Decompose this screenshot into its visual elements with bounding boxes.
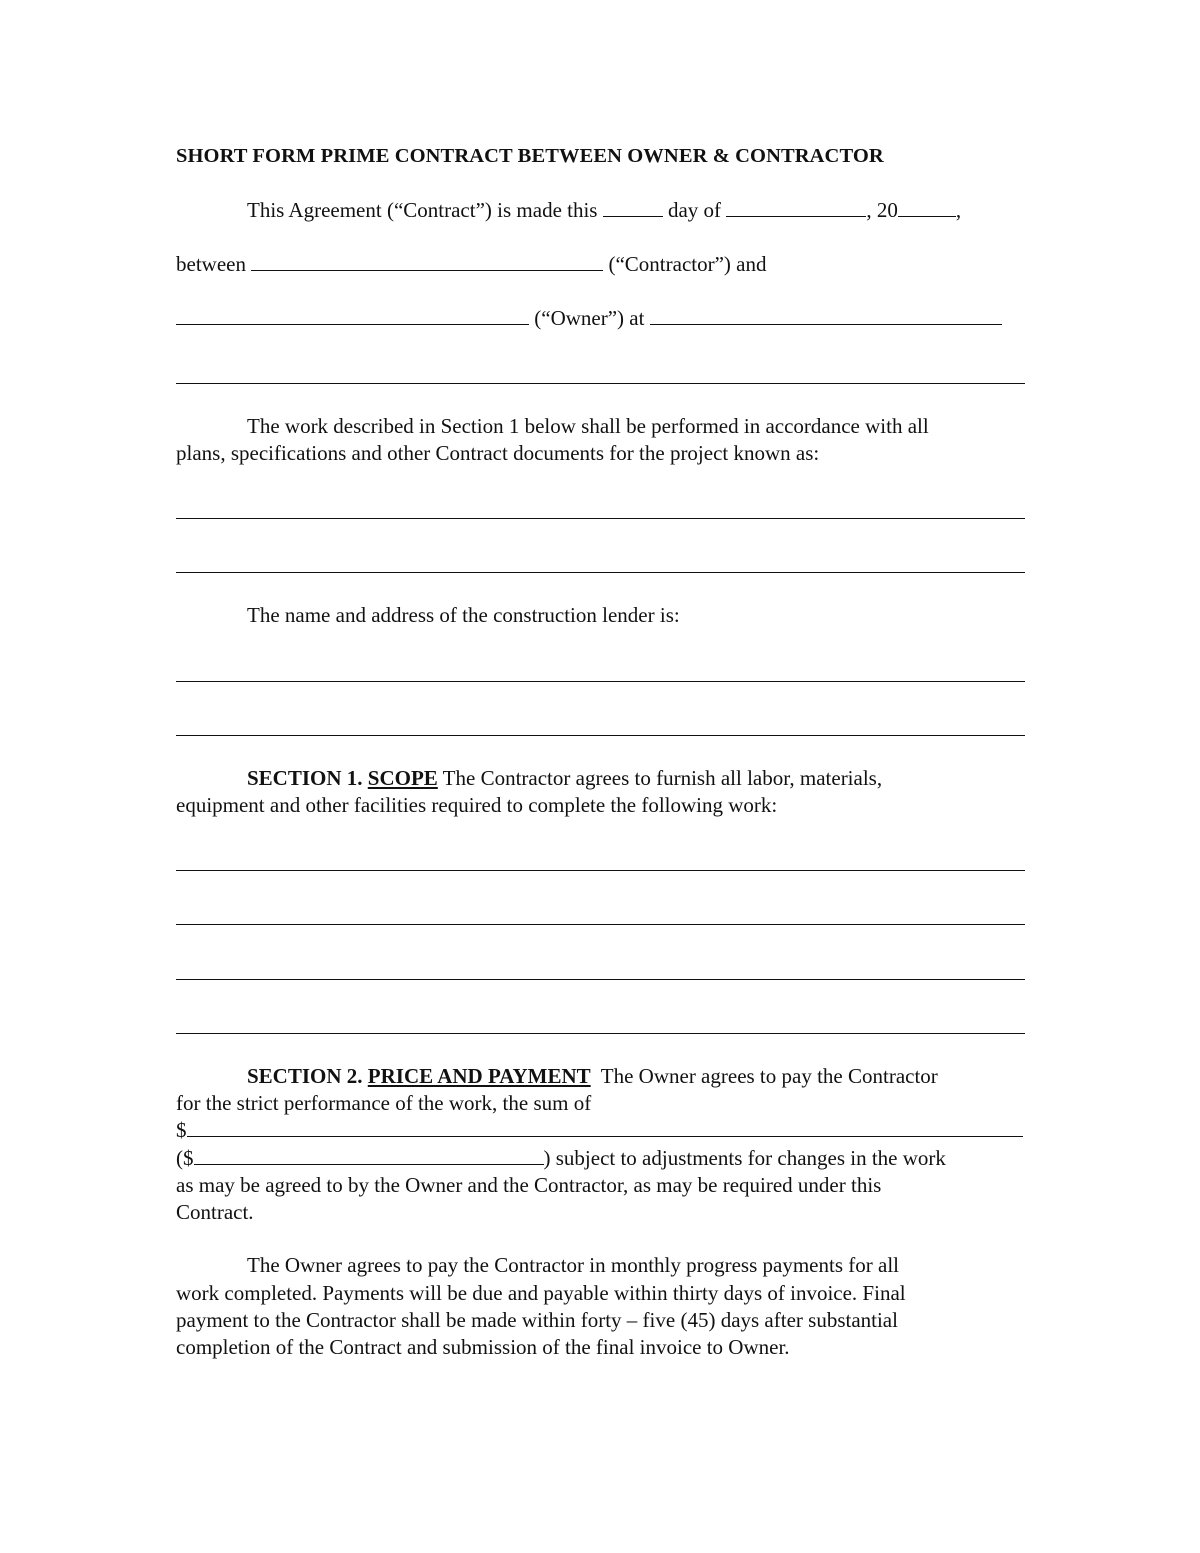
scope-line-1[interactable] [176,870,1025,871]
contractor-label: (“Contractor”) and [608,252,767,276]
intro-date-line [247,198,961,222]
sum-figures-blank[interactable] [194,1147,544,1165]
lender-line-1[interactable] [176,681,1025,682]
sum-figures-line [176,1146,946,1170]
owner-line [176,306,1002,330]
address-continuation-line[interactable] [176,383,1025,384]
owner-label: (“Owner”) at [534,306,645,330]
section1-line2: equipment and other facilities required to complete the following work: [176,793,778,817]
lender-line-2[interactable] [176,735,1025,736]
dollar-sign: $ [176,1118,187,1142]
contractor-name-blank[interactable] [251,253,603,271]
document-title: SHORT FORM PRIME CONTRACT BETWEEN OWNER & CONTRACTOR [176,145,884,167]
section1-title: SCOPE [367,766,438,790]
section1-text: The Contractor agrees to furnish all labor, materials, [442,766,883,790]
scope-line-4[interactable] [176,1033,1025,1034]
owner-address-blank[interactable] [650,307,1002,325]
section2-heading-line [247,1064,938,1088]
section1-heading-line [247,766,882,790]
section2-line2: for the strict performance of the work, the sum of [176,1091,592,1115]
month-blank[interactable] [726,199,866,217]
payments-line2: work completed. Payments will be due and payable within thirty days of invoice. Final [176,1281,906,1305]
sum-words-line [176,1118,1023,1142]
sum-words-blank[interactable] [187,1119,1023,1137]
section2-title: PRICE AND PAYMENT [367,1064,591,1088]
work-paragraph-line2: plans, specifications and other Contract documents for the project known as: [176,441,820,465]
contractor-line [176,252,766,276]
section1-number: SECTION 1. [247,766,363,790]
day-blank[interactable] [603,199,663,217]
paren-dollar: ($ [176,1146,194,1170]
project-name-line-2[interactable] [176,572,1025,573]
day-of-label: day of [667,198,722,222]
comma: , [955,198,962,222]
between-label: between [176,252,246,276]
section2-line4: ) subject to adjustments for changes in the work [543,1146,946,1170]
payments-line3: payment to the Contractor shall be made within forty – five (45) days after substantial [176,1308,898,1332]
year-blank[interactable] [898,199,956,217]
work-paragraph-line1: The work described in Section 1 below shall be performed in accordance with all [247,414,929,438]
section2-line5: as may be agreed to by the Owner and the Contractor, as may be required under this [176,1173,882,1197]
section2-text: The Owner agrees to pay the Contractor [600,1064,938,1088]
intro-text: This Agreement (“Contract”) is made this [247,198,598,222]
payments-line1: The Owner agrees to pay the Contractor in monthly progress payments for all [247,1253,899,1277]
scope-line-2[interactable] [176,924,1025,925]
year-prefix: , 20 [866,198,898,222]
section2-line6: Contract. [176,1200,254,1224]
scope-line-3[interactable] [176,979,1025,980]
project-name-line-1[interactable] [176,518,1025,519]
section2-number: SECTION 2. [247,1064,363,1088]
payments-line4: completion of the Contract and submission of the final invoice to Owner. [176,1335,790,1359]
lender-label: The name and address of the construction lender is: [247,603,680,627]
owner-name-blank[interactable] [176,307,529,325]
